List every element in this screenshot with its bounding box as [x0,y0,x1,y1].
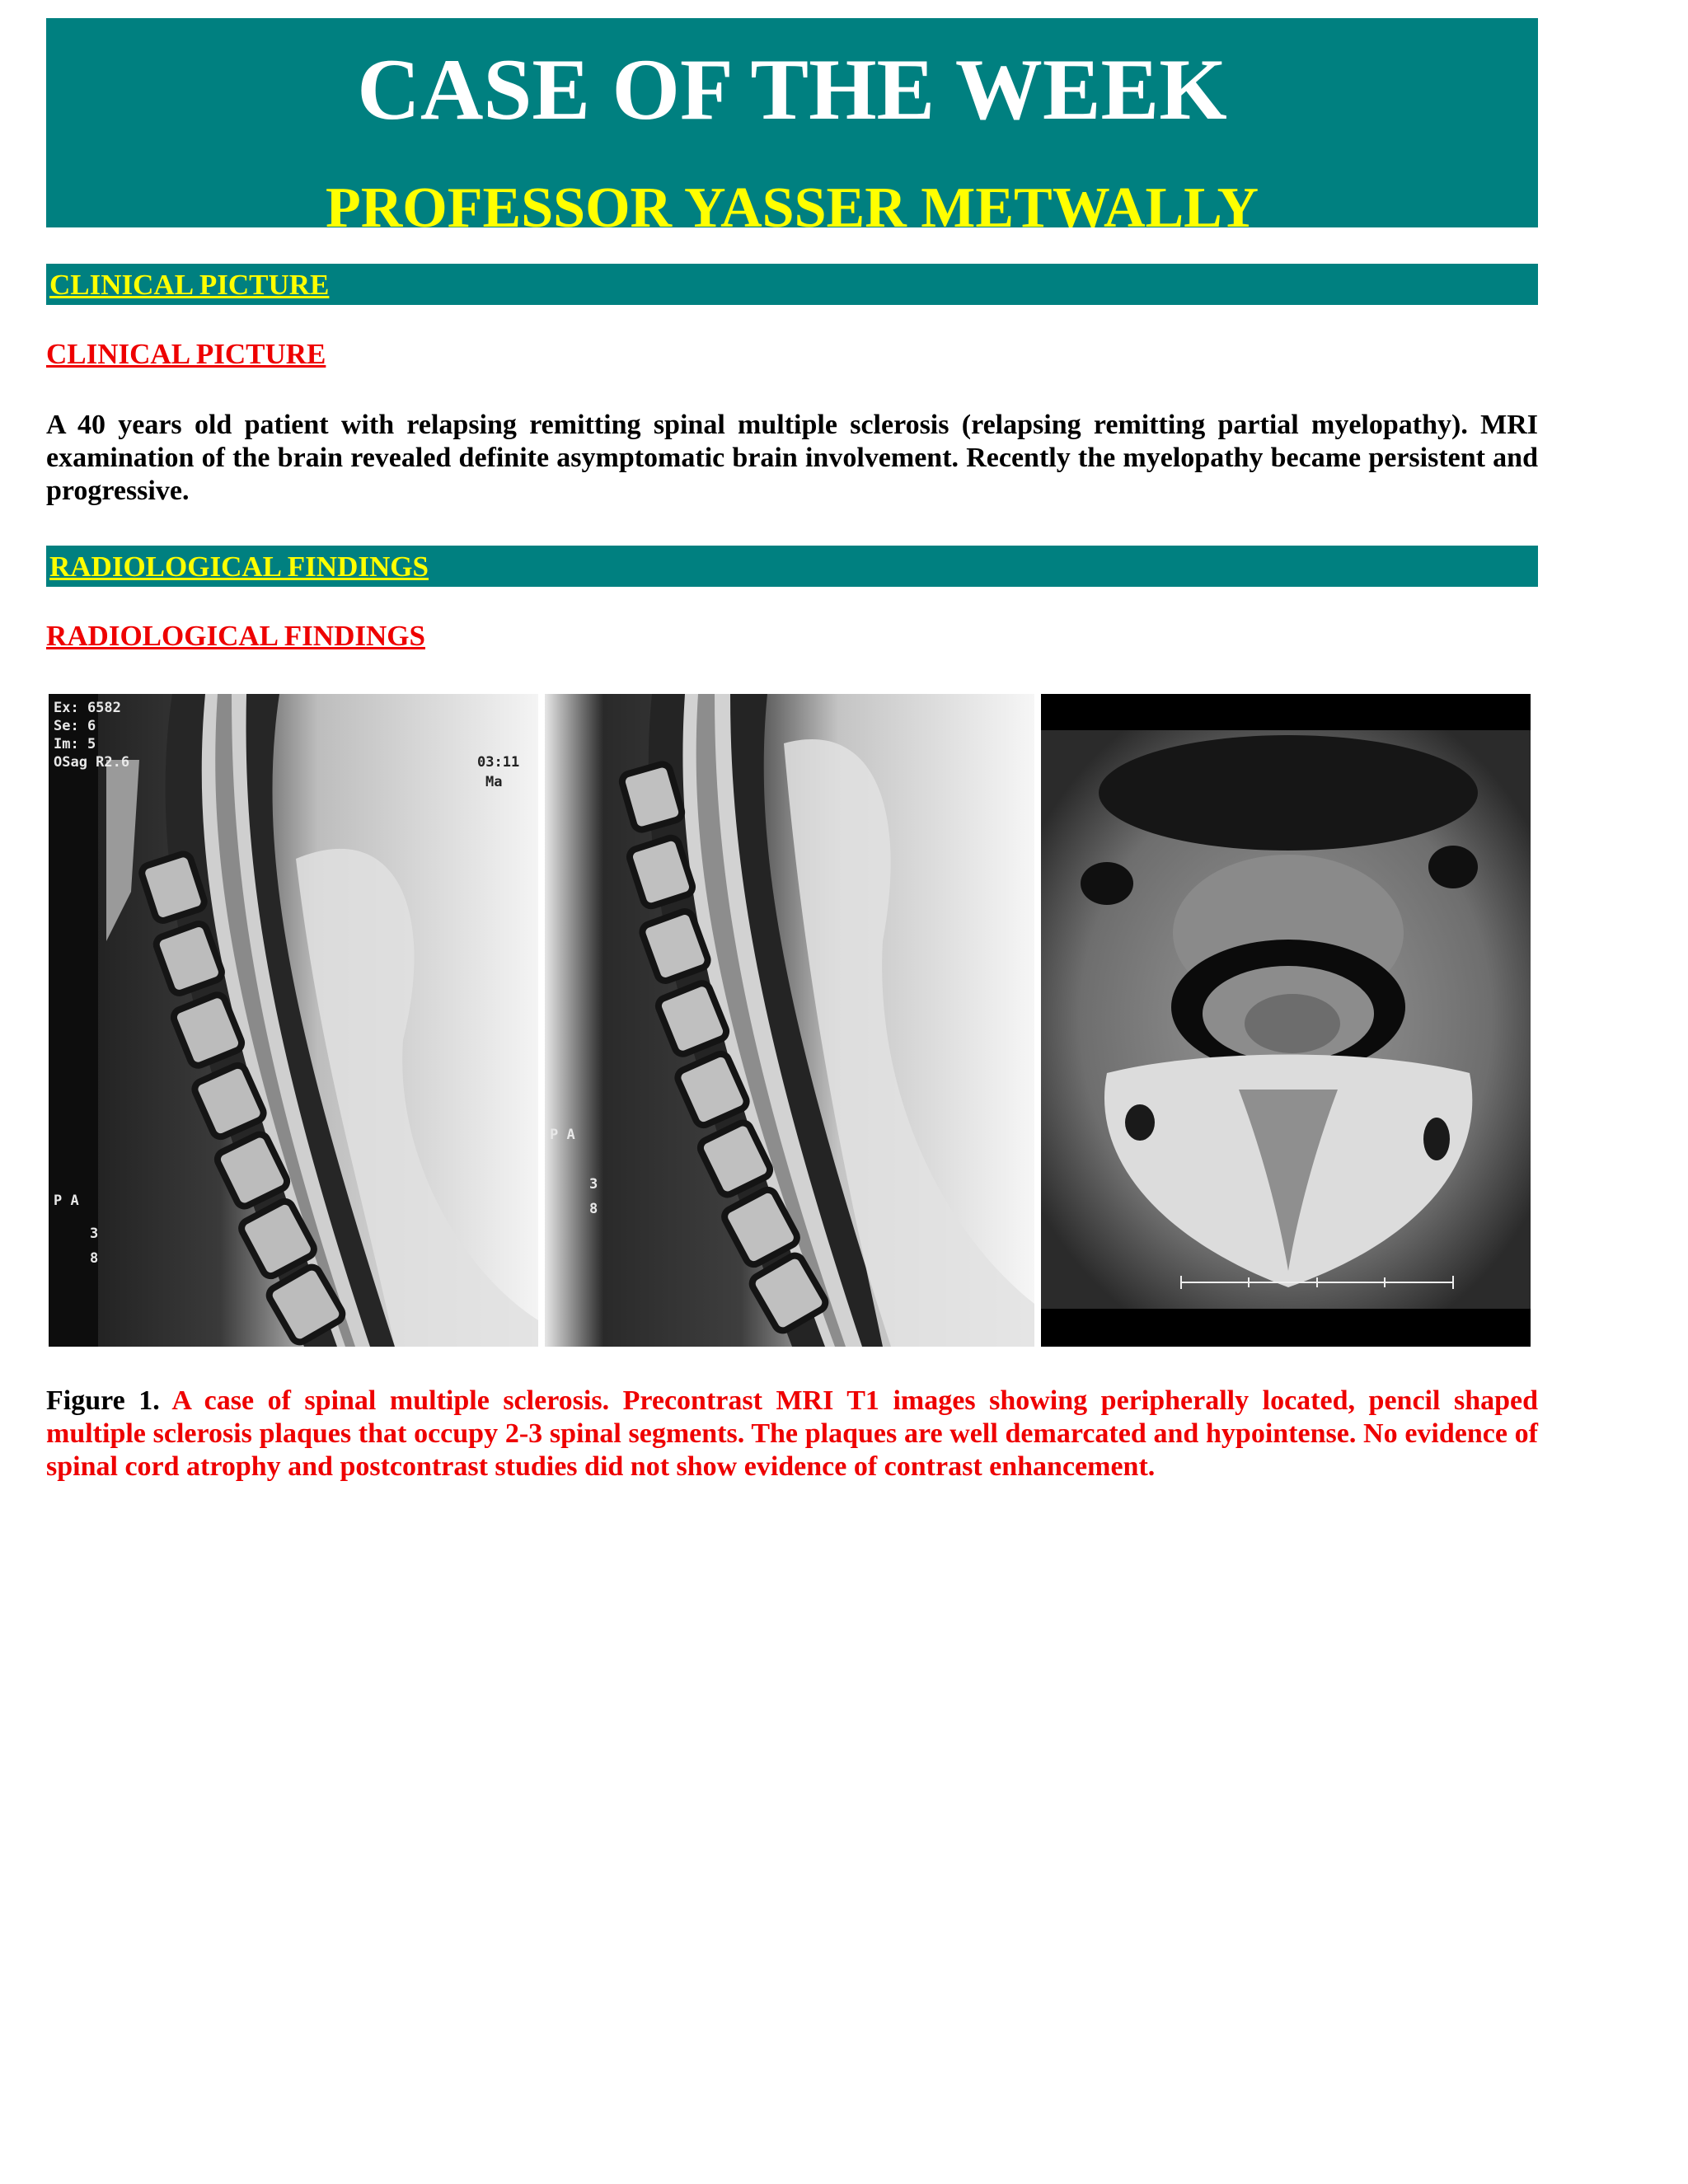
section-bar-radiological [46,546,1538,587]
overlay-text: Im: 5 [54,736,96,752]
overlay-text: Ex: 6582 [54,700,121,716]
mri-sagittal-1 [49,694,538,1347]
overlay-text: 03:11 [477,754,520,771]
section-bar-clinical [46,264,1538,305]
mri-sagittal-2 [545,694,1034,1347]
overlay-text: P A [54,1193,79,1209]
section-link-radiological[interactable]: RADIOLOGICAL FINDINGS [49,551,429,583]
overlay-text: Ma [485,774,503,790]
overlay-text: 3 [589,1176,598,1193]
overlay-text: P A [550,1127,575,1143]
overlay-text: 8 [589,1201,598,1217]
overlay-text: OSag R2.6 [54,754,130,771]
clinical-text: A 40 years old patient with relapsing remitting spinal multiple sclerosis (relapsing remitting partial myelopathy). MRI examination of the brain revealed definite asymptomatic brain involvement. Recently the myelopathy became persistent and progressive. [46,410,1538,506]
title-banner [46,18,1538,240]
heading-radiological[interactable]: RADIOLOGICAL FINDINGS [46,620,425,652]
page-title: CASE OF THE WEEK [357,41,1227,138]
heading-clinical[interactable]: CLINICAL PICTURE [46,338,326,370]
figure-label: Figure 1. [46,1385,160,1416]
overlay-text: 8 [90,1250,99,1267]
overlay-text: Se: 6 [54,718,96,734]
author-name: PROFESSOR YASSER METWALLY [326,176,1259,240]
figure-caption [46,1385,1538,1483]
section-link-clinical[interactable]: CLINICAL PICTURE [49,269,330,301]
mri-axial [1041,694,1531,1347]
overlay-text: 3 [90,1226,99,1242]
figure-caption-text: A case of spinal multiple sclerosis. Precontrast MRI T1 images showing peripherally located, pencil shaped multiple sclerosis plaques that occupy 2-3 spinal segments. The plaques are well demarcated and hypointense. No evidence of spinal cord atrophy and postcontrast studies did not show evidence of contrast enhancement. [46,1385,1539,1482]
